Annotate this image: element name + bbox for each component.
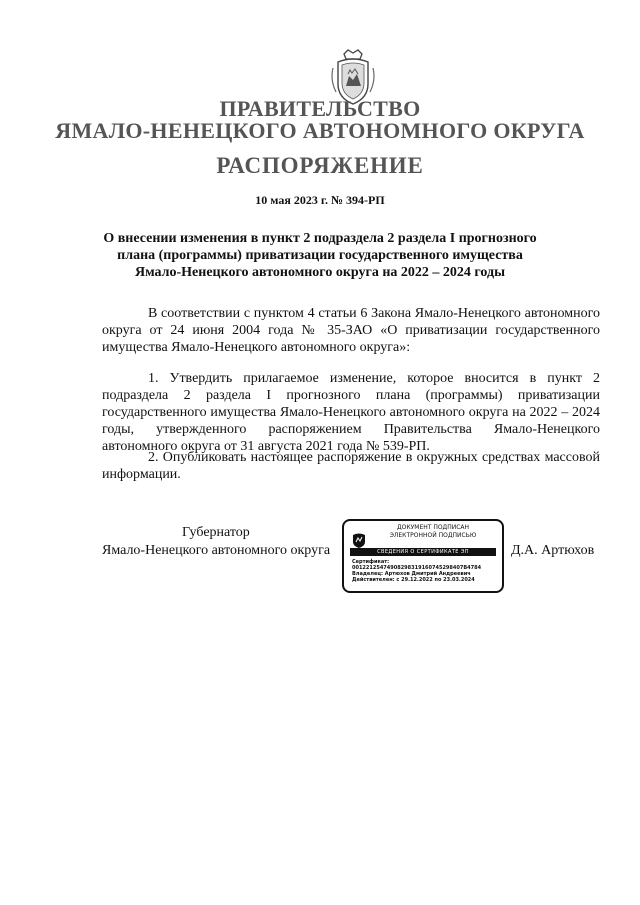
document-title: О внесении изменения в пункт 2 подраздела 2 раздела I прогнозного плана (программы) приватизации государственного имущества Ямало-Ненецкого автономного округа на 2022 – 2024 годы: [103, 231, 537, 280]
document-date-number: 10 мая 2023 г. № 394-РП: [255, 193, 385, 207]
government-name-line1: ПРАВИТЕЛЬСТВО: [219, 96, 421, 121]
stamp-header-line1: ДОКУМЕНТ ПОДПИСАН: [396, 524, 470, 531]
stamp-certificate-bar: СВЕДЕНИЯ О СЕРТИФИКАТЕ ЭП: [350, 548, 496, 556]
stamp-header-line2: ЭЛЕКТРОННОЙ ПОДПИСЬЮ: [389, 532, 477, 539]
stamp-cert-label: Сертификат:: [352, 559, 390, 565]
stamp-validity: Действителен: с 29.12.2022 по 23.03.2024: [352, 577, 475, 583]
electronic-signature-stamp: [342, 519, 504, 593]
signer-position-title: Губернатор: [182, 525, 250, 540]
stamp-cert-value: 00122125474908298319160745298407B4784: [352, 565, 482, 571]
stamp-owner: Владелец: Артюхов Дмитрий Андреевич: [352, 571, 471, 577]
stamp-header: [370, 524, 496, 540]
signer-name: Д.А. Артюхов: [511, 543, 595, 558]
item-1-paragraph: 1. Утвердить прилагаемое изменение, которое вносится в пункт 2 подраздела 2 раздела I прогнозного плана (программы) приватизации государственного имущества Ямало-Ненецкого автономного округа на 2022 – 2024 годы, утвержденного распоряжением Правительства Ямало-Ненецкого автономного округа от 31 августа 2021 года № 539-РП.: [102, 371, 600, 454]
preamble-paragraph: В соответствии с пунктом 4 статьи 6 Закона Ямало-Ненецкого автономного округа от 24 июня 2004 года № 35-ЗАО «О приватизации государственного имущества Ямало-Ненецкого автономного округа»:: [102, 306, 600, 355]
emblem-icon: [351, 531, 367, 549]
document-type: РАСПОРЯЖЕНИЕ: [216, 153, 424, 178]
signer-position-org: Ямало-Ненецкого автономного округа: [102, 543, 331, 558]
item-2-paragraph: 2. Опубликовать настоящее распоряжение в окружных средствах массовой информации.: [102, 450, 600, 482]
government-name-line2: ЯМАЛО-НЕНЕЦКОГО АВТОНОМНОГО ОКРУГА: [55, 118, 585, 143]
